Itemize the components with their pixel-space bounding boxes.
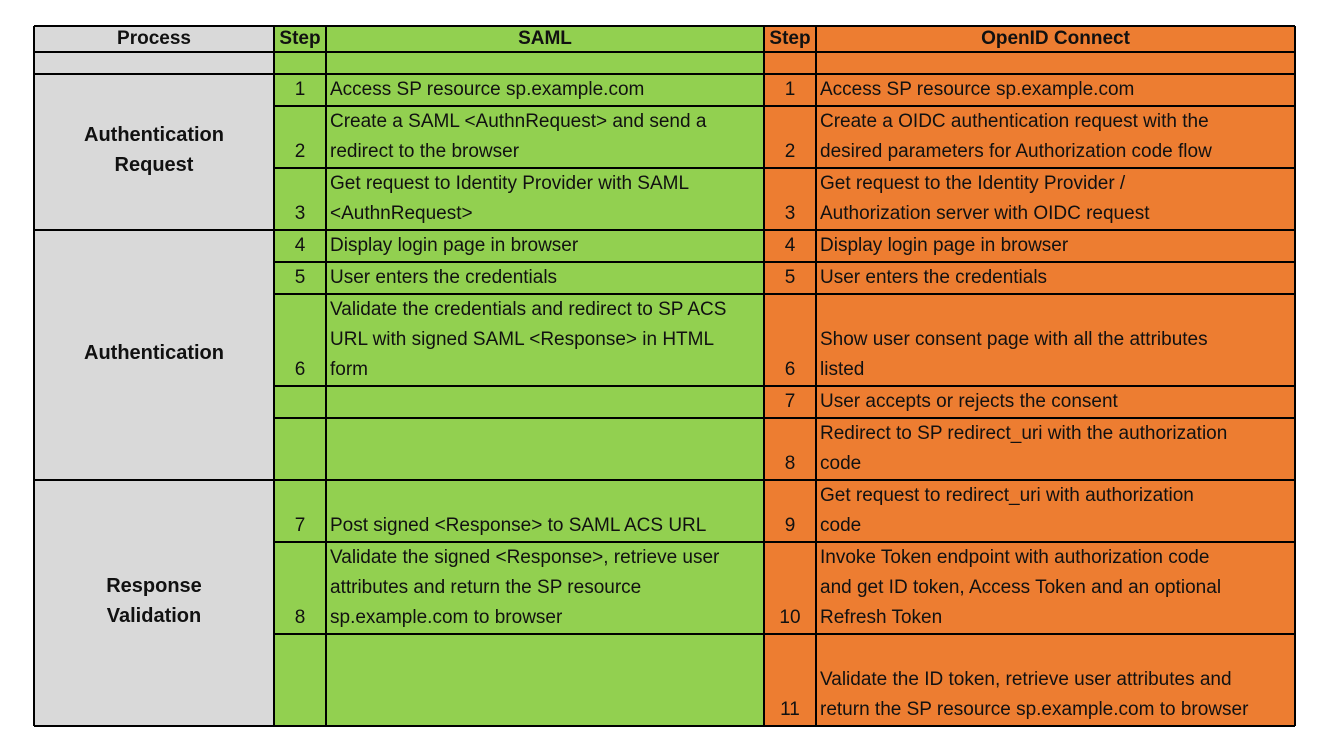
oidc-text-cell — [816, 634, 1295, 726]
oidc-text-line: Get request to redirect_uri with authorization — [820, 485, 1194, 506]
oidc-text-line: Redirect to SP redirect_uri with the authorization — [820, 423, 1228, 444]
grid-line — [33, 26, 35, 726]
step-number: 7 — [294, 515, 306, 536]
step-cell — [764, 386, 816, 418]
step-number: 3 — [294, 203, 306, 224]
header-step-oidc-cell — [764, 26, 816, 52]
step-cell — [274, 106, 326, 168]
saml-text-cell — [326, 168, 764, 230]
oidc-text-cell — [816, 294, 1295, 386]
saml-text-cell — [326, 480, 764, 542]
saml-text-cell — [326, 542, 764, 634]
step-number: 2 — [784, 141, 796, 162]
header-oidc: OpenID Connect — [981, 28, 1130, 49]
process-cell — [34, 230, 274, 480]
saml-text-line: form — [330, 359, 368, 380]
grid-line — [274, 105, 1295, 107]
step-cell — [274, 386, 326, 418]
grid-line — [274, 633, 1295, 635]
step-number: 8 — [294, 607, 306, 628]
saml-text-line: URL with signed SAML <Response> in HTML — [330, 329, 715, 350]
grid-line — [34, 51, 1295, 53]
grid-line — [763, 26, 765, 726]
step-cell — [274, 168, 326, 230]
step-cell — [764, 294, 816, 386]
step-cell — [764, 480, 816, 542]
oidc-text-line: User enters the credentials — [820, 267, 1048, 288]
header-saml: SAML — [518, 28, 572, 49]
saml-text-cell — [326, 294, 764, 386]
grid-line — [274, 293, 1295, 295]
step-cell — [274, 634, 326, 726]
grid-line — [274, 167, 1295, 169]
oidc-text-line: Display login page in browser — [820, 235, 1069, 256]
oidc-text-cell — [816, 168, 1295, 230]
oidc-text-cell — [816, 542, 1295, 634]
oidc-text-line: Get request to the Identity Provider / — [820, 173, 1126, 194]
step-cell — [274, 418, 326, 480]
step-number: 4 — [294, 235, 306, 256]
step-number: 5 — [784, 267, 796, 288]
step-cell — [764, 542, 816, 634]
step-cell — [274, 480, 326, 542]
saml-text-line: attributes and return the SP resource — [330, 577, 642, 598]
oidc-text-cell — [816, 74, 1295, 106]
step-number: 7 — [784, 391, 796, 412]
step-number: 6 — [294, 359, 306, 380]
grid-line — [1294, 26, 1296, 726]
grid-line — [34, 725, 1295, 727]
process-label: Authentication — [84, 342, 224, 364]
step-cell — [764, 168, 816, 230]
oidc-text-line: Authorization server with OIDC request — [820, 203, 1150, 224]
oidc-text-line: Show user consent page with all the attributes — [820, 329, 1208, 350]
step-number: 4 — [784, 235, 796, 256]
header-process: Process — [117, 28, 191, 49]
step-number: 1 — [294, 79, 306, 100]
saml-text-cell — [326, 634, 764, 726]
step-cell — [764, 106, 816, 168]
saml-text-line: sp.example.com to browser — [330, 607, 563, 628]
oidc-text-cell — [816, 418, 1295, 480]
grid-line — [34, 479, 1295, 481]
step-cell — [274, 262, 326, 294]
saml-text-cell — [326, 418, 764, 480]
header-step-saml-cell — [274, 26, 326, 52]
step-number: 9 — [784, 515, 796, 536]
oidc-text-line: code — [820, 453, 862, 474]
header-step-saml: Step — [279, 28, 321, 49]
step-number: 10 — [779, 607, 801, 628]
oidc-text-cell — [816, 386, 1295, 418]
step-cell — [764, 634, 816, 726]
step-number: 1 — [784, 79, 796, 100]
saml-text-line: Display login page in browser — [330, 235, 579, 256]
step-cell — [274, 74, 326, 106]
saml-text-cell — [326, 74, 764, 106]
step-number: 2 — [294, 141, 306, 162]
grid-line — [815, 26, 817, 726]
saml-text-line: Create a SAML <AuthnRequest> and send a — [330, 111, 707, 132]
saml-text-cell — [326, 386, 764, 418]
grid-line — [274, 261, 1295, 263]
header-saml-cell — [326, 26, 764, 52]
saml-text-line: Validate the credentials and redirect to SP ACS — [330, 299, 727, 320]
process-label: Response — [106, 575, 202, 597]
step-number: 6 — [784, 359, 796, 380]
oidc-text-line: Refresh Token — [820, 607, 943, 628]
oidc-text-line: listed — [820, 359, 865, 380]
step-cell — [764, 262, 816, 294]
step-cell — [764, 74, 816, 106]
saml-text-line: Access SP resource sp.example.com — [330, 79, 645, 100]
grid-line — [274, 385, 1295, 387]
step-cell — [274, 294, 326, 386]
process-label: Authentication — [84, 124, 224, 146]
saml-text-line: Validate the signed <Response>, retrieve user — [330, 547, 720, 568]
header-oidc-cell — [816, 26, 1295, 52]
oidc-text-line: Validate the ID token, retrieve user attributes and — [820, 669, 1232, 690]
grid-line — [273, 26, 275, 726]
oidc-text-line: User accepts or rejects the consent — [820, 391, 1118, 412]
oidc-text-line: Create a OIDC authentication request with the — [820, 111, 1209, 132]
saml-text-line: Post signed <Response> to SAML ACS URL — [330, 515, 707, 536]
header-step-oidc: Step — [769, 28, 811, 49]
oidc-text-cell — [816, 106, 1295, 168]
oidc-text-line: Access SP resource sp.example.com — [820, 79, 1135, 100]
oidc-text-cell — [816, 230, 1295, 262]
step-number: 11 — [780, 699, 800, 720]
grid-line — [274, 417, 1295, 419]
process-label: Validation — [106, 605, 202, 627]
saml-text-line: User enters the credentials — [330, 267, 558, 288]
grid-line — [325, 26, 327, 726]
grid-line — [274, 541, 1295, 543]
oidc-text-cell — [816, 480, 1295, 542]
saml-text-cell — [326, 230, 764, 262]
process-cell — [34, 74, 274, 230]
grid-line — [34, 25, 1295, 27]
saml-text-cell — [326, 262, 764, 294]
step-number: 3 — [784, 203, 796, 224]
saml-text-cell — [326, 106, 764, 168]
step-number: 8 — [784, 453, 796, 474]
grid-line — [34, 229, 1295, 231]
process-label: Request — [114, 154, 194, 176]
saml-text-line: Get request to Identity Provider with SAML — [330, 173, 690, 194]
saml-text-line: <AuthnRequest> — [330, 203, 473, 224]
step-cell — [764, 418, 816, 480]
step-cell — [764, 230, 816, 262]
oidc-text-line: code — [820, 515, 862, 536]
step-number: 5 — [294, 267, 306, 288]
grid-line — [34, 73, 1295, 75]
step-cell — [274, 230, 326, 262]
oidc-text-line: and get ID token, Access Token and an optional — [820, 577, 1222, 598]
saml-text-line: redirect to the browser — [330, 141, 520, 162]
oidc-text-line: Invoke Token endpoint with authorization code — [820, 547, 1210, 568]
process-cell — [34, 480, 274, 726]
header-process-cell — [34, 26, 274, 52]
oidc-text-line: return the SP resource sp.example.com to browser — [820, 699, 1249, 720]
oidc-text-line: desired parameters for Authorization code flow — [820, 141, 1212, 162]
oidc-text-cell — [816, 262, 1295, 294]
step-cell — [274, 542, 326, 634]
